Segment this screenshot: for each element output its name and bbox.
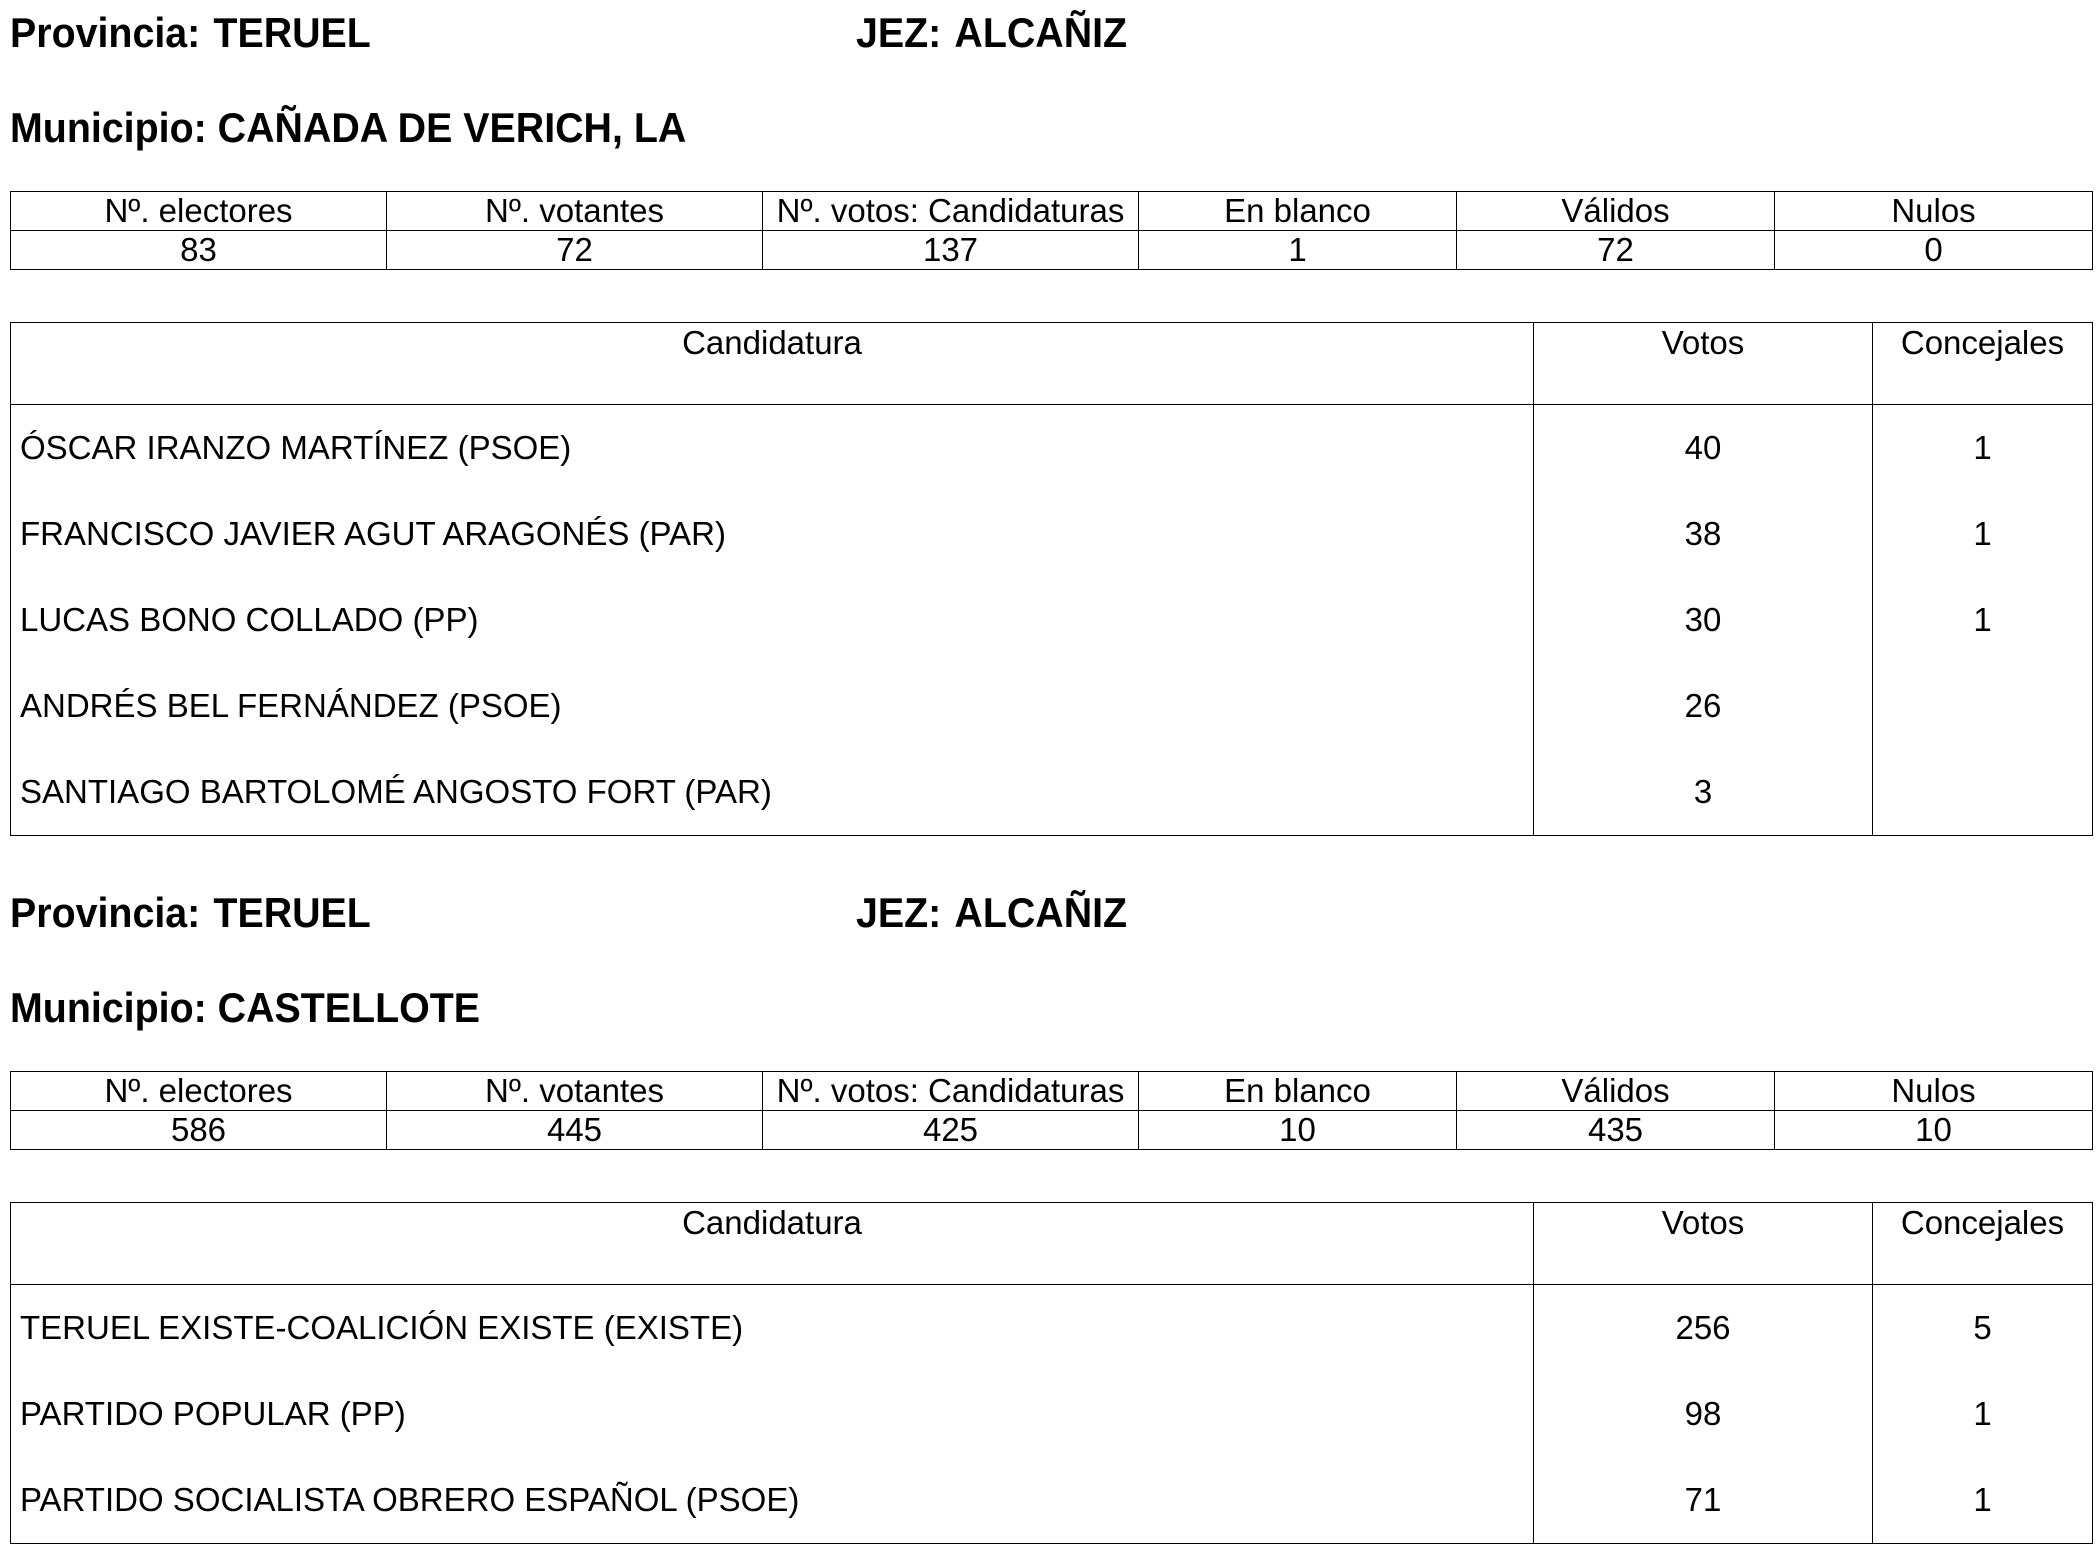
stat-header-validos: Válidos (1457, 192, 1775, 231)
stat-header-en-blanco: En blanco (1139, 1072, 1457, 1111)
candidate-seats: 1 (1873, 491, 2093, 577)
candidate-votes: 256 (1534, 1285, 1873, 1372)
stats-header-row (11, 192, 2093, 231)
candidate-seats: 1 (1873, 1371, 2093, 1457)
stat-value-votos-candidaturas: 425 (763, 1111, 1139, 1150)
stat-header-electores: Nº. electores (11, 1072, 387, 1111)
stat-value-electores: 83 (11, 231, 387, 270)
candidate-row (11, 491, 2093, 577)
stats-value-row (11, 231, 2093, 270)
candidate-name: SANTIAGO BARTOLOMÉ ANGOSTO FORT (PAR) (11, 749, 1534, 836)
candidate-votes: 98 (1534, 1371, 1873, 1457)
candidate-seats: 1 (1873, 1457, 2093, 1544)
jez-label: JEZ: (856, 9, 942, 56)
candidate-votes: 40 (1534, 405, 1873, 492)
stats-table (10, 1071, 2093, 1150)
candidate-row (11, 1285, 2093, 1372)
candidate-votes: 26 (1534, 663, 1873, 749)
municipality-heading (10, 983, 480, 1033)
candidate-seats (1873, 663, 2093, 749)
stat-header-votantes: Nº. votantes (387, 192, 763, 231)
stat-value-votantes: 445 (387, 1111, 763, 1150)
stat-value-votantes: 72 (387, 231, 763, 270)
candidates-table (10, 1202, 2093, 1544)
stats-value-row (11, 1111, 2093, 1150)
stats-header-row (11, 1072, 2093, 1111)
stat-value-electores: 586 (11, 1111, 387, 1150)
province-label: Provincia: (10, 9, 201, 56)
jez-heading (856, 8, 1127, 58)
jez-value: ALCAÑIZ (954, 889, 1128, 936)
province-label: Provincia: (10, 889, 201, 936)
stat-value-nulos: 0 (1775, 231, 2093, 270)
stat-header-votos-candidaturas: Nº. votos: Candidaturas (763, 1072, 1139, 1111)
candidates-table (10, 322, 2093, 836)
municipality-value: CAÑADA DE VERICH, LA (217, 104, 687, 151)
votos-header: Votos (1534, 1203, 1873, 1285)
stat-header-validos: Válidos (1457, 1072, 1775, 1111)
stat-header-votos-candidaturas: Nº. votos: Candidaturas (763, 192, 1139, 231)
province-value: TERUEL (213, 889, 371, 936)
concejales-header: Concejales (1873, 323, 2093, 405)
candidate-name: LUCAS BONO COLLADO (PP) (11, 577, 1534, 663)
votos-header: Votos (1534, 323, 1873, 405)
candidate-name: ANDRÉS BEL FERNÁNDEZ (PSOE) (11, 663, 1534, 749)
candidate-row (11, 749, 2093, 836)
stat-value-nulos: 10 (1775, 1111, 2093, 1150)
candidate-name: FRANCISCO JAVIER AGUT ARAGONÉS (PAR) (11, 491, 1534, 577)
candidates-header-row (11, 1203, 2093, 1285)
candidatura-header: Candidatura (11, 323, 1534, 405)
concejales-header: Concejales (1873, 1203, 2093, 1285)
stat-value-validos: 72 (1457, 231, 1775, 270)
candidate-seats (1873, 749, 2093, 836)
jez-value: ALCAÑIZ (954, 9, 1128, 56)
stat-header-en-blanco: En blanco (1139, 192, 1457, 231)
candidate-votes: 71 (1534, 1457, 1873, 1544)
stat-header-votantes: Nº. votantes (387, 1072, 763, 1111)
candidate-row (11, 663, 2093, 749)
candidate-row (11, 1457, 2093, 1544)
stat-value-en-blanco: 1 (1139, 231, 1457, 270)
candidatura-header: Candidatura (11, 1203, 1534, 1285)
candidate-seats: 5 (1873, 1285, 2093, 1372)
stat-value-validos: 435 (1457, 1111, 1775, 1150)
stat-header-nulos: Nulos (1775, 192, 2093, 231)
candidate-name: PARTIDO SOCIALISTA OBRERO ESPAÑOL (PSOE) (11, 1457, 1534, 1544)
jez-heading (856, 888, 1127, 938)
stat-header-electores: Nº. electores (11, 192, 387, 231)
candidate-votes: 3 (1534, 749, 1873, 836)
province-value: TERUEL (213, 9, 371, 56)
stat-value-votos-candidaturas: 137 (763, 231, 1139, 270)
candidate-votes: 30 (1534, 577, 1873, 663)
candidate-name: TERUEL EXISTE-COALICIÓN EXISTE (EXISTE) (11, 1285, 1534, 1372)
candidate-row (11, 1371, 2093, 1457)
candidate-name: PARTIDO POPULAR (PP) (11, 1371, 1534, 1457)
candidates-header-row (11, 323, 2093, 405)
municipality-label: Municipio: (10, 984, 207, 1031)
candidate-seats: 1 (1873, 577, 2093, 663)
stats-table (10, 191, 2093, 270)
municipality-label: Municipio: (10, 104, 207, 151)
candidate-votes: 38 (1534, 491, 1873, 577)
candidate-row (11, 577, 2093, 663)
jez-label: JEZ: (856, 889, 942, 936)
province-heading (10, 8, 371, 58)
stat-value-en-blanco: 10 (1139, 1111, 1457, 1150)
candidate-seats: 1 (1873, 405, 2093, 492)
stat-header-nulos: Nulos (1775, 1072, 2093, 1111)
candidate-name: ÓSCAR IRANZO MARTÍNEZ (PSOE) (11, 405, 1534, 492)
municipality-heading (10, 103, 686, 153)
municipality-value: CASTELLOTE (217, 984, 481, 1031)
province-heading (10, 888, 371, 938)
candidate-row (11, 405, 2093, 492)
